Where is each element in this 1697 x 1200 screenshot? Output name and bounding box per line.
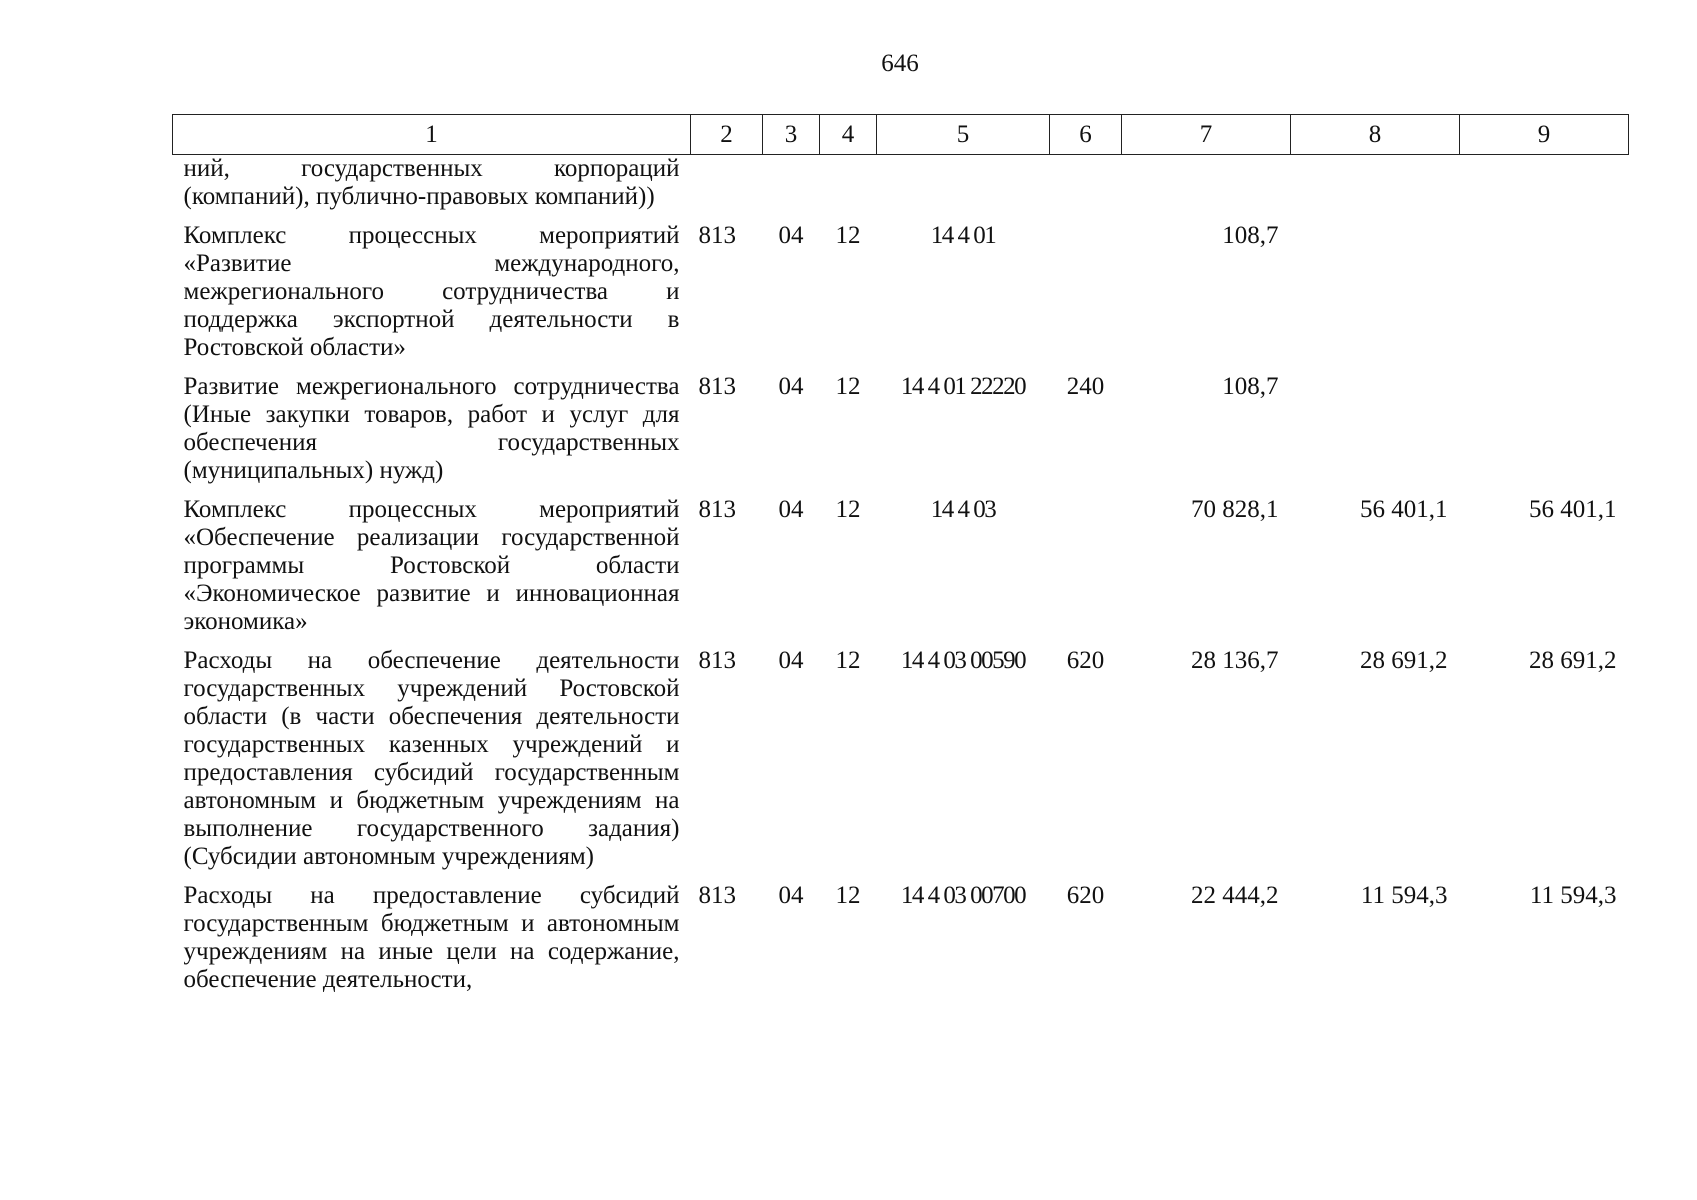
cell-year3 (1460, 155, 1629, 223)
cell-year2: 28 691,2 (1360, 647, 1448, 674)
cell-vr (1050, 155, 1122, 223)
cell-vr: 240 (1066, 373, 1105, 400)
cell-gr (691, 155, 763, 223)
table-row (173, 496, 1629, 647)
cell-vr (1050, 496, 1122, 647)
cell-rz: 04 (778, 647, 804, 674)
cell-year1: 22 444,2 (1191, 882, 1279, 909)
column-header-1: 1 (173, 115, 691, 155)
cell-year2 (1291, 155, 1460, 223)
cell-csr: 14 4 01 22220 (900, 373, 1026, 400)
cell-gr: 813 (698, 647, 736, 674)
column-header-2: 2 (691, 115, 763, 155)
row-name: Развитие межрегионального сотрудничества (Иные закупки товаров, работ и услуг для обеспечения государственных (муниципальных) нужд) (183, 373, 680, 484)
cell-year2: 56 401,1 (1360, 496, 1448, 523)
cell-rz (763, 155, 820, 223)
cell-year1: 28 136,7 (1191, 647, 1279, 674)
cell-rz: 04 (778, 496, 804, 523)
column-header-5: 5 (877, 115, 1050, 155)
table-row (173, 155, 1629, 223)
cell-csr: 14 4 01 (930, 222, 996, 249)
cell-vr: 620 (1066, 882, 1105, 909)
header-row (173, 115, 1629, 155)
table-header (173, 115, 1629, 155)
cell-rz: 04 (778, 222, 804, 249)
cell-csr: 14 4 03 (930, 496, 996, 523)
cell-year2 (1291, 373, 1460, 496)
cell-gr: 813 (698, 882, 736, 909)
cell-pr: 12 (835, 647, 861, 674)
table-row (173, 882, 1629, 1005)
budget-table (172, 114, 1629, 1005)
cell-year3: 28 691,2 (1529, 647, 1617, 674)
cell-year1: 108,7 (1222, 222, 1279, 249)
cell-vr (1050, 222, 1122, 373)
cell-pr: 12 (835, 222, 861, 249)
cell-pr (820, 155, 877, 223)
cell-pr: 12 (835, 882, 861, 909)
cell-year3 (1460, 373, 1629, 496)
cell-year1: 70 828,1 (1191, 496, 1279, 523)
cell-year3: 11 594,3 (1529, 882, 1617, 909)
cell-csr (877, 155, 1050, 223)
column-header-6: 6 (1050, 115, 1122, 155)
column-header-9: 9 (1460, 115, 1629, 155)
cell-gr: 813 (698, 222, 736, 249)
column-header-4: 4 (820, 115, 877, 155)
cell-year2: 11 594,3 (1360, 882, 1448, 909)
cell-vr: 620 (1066, 647, 1105, 674)
cell-rz: 04 (778, 373, 804, 400)
cell-year1 (1122, 155, 1291, 223)
cell-year3 (1460, 222, 1629, 373)
table-row (173, 647, 1629, 882)
table-row (173, 373, 1629, 496)
column-header-3: 3 (763, 115, 820, 155)
row-name: ний, государственных корпораций (компаний), публично-правовых компаний)) (183, 155, 680, 210)
column-header-7: 7 (1122, 115, 1291, 155)
cell-rz: 04 (778, 882, 804, 909)
cell-gr: 813 (698, 373, 736, 400)
page-number: 646 (881, 50, 919, 77)
cell-pr: 12 (835, 373, 861, 400)
cell-csr: 14 4 03 00700 (900, 882, 1026, 909)
row-name: Комплекс процессных мероприятий «Обеспечение реализации государственной программы Ростовской области «Экономическое развитие и инновационная экономика» (183, 496, 680, 635)
row-name: Расходы на обеспечение деятельности государственных учреждений Ростовской области (в части обеспечения деятельности государственных казенных учреждений и предоставления субсидий государственным автономным и бюджетным учреждениям на выполнение государственного задания) (Субсидии автономным учреждениям) (183, 647, 680, 870)
cell-gr: 813 (698, 496, 736, 523)
table-row (173, 222, 1629, 373)
cell-year2 (1291, 222, 1460, 373)
cell-year1: 108,7 (1222, 373, 1279, 400)
cell-csr: 14 4 03 00590 (900, 647, 1026, 674)
cell-pr: 12 (835, 496, 861, 523)
row-name: Комплекс процессных мероприятий «Развитие международного, межрегионального сотрудничества и поддержка экспортной деятельности в Ростовской области» (183, 222, 680, 361)
cell-year3: 56 401,1 (1529, 496, 1617, 523)
column-header-8: 8 (1291, 115, 1460, 155)
row-name: Расходы на предоставление субсидий государственным бюджетным и автономным учреждениям на иные цели на содержание, обеспечение деятельности, (183, 882, 680, 993)
table-body (173, 155, 1629, 1006)
